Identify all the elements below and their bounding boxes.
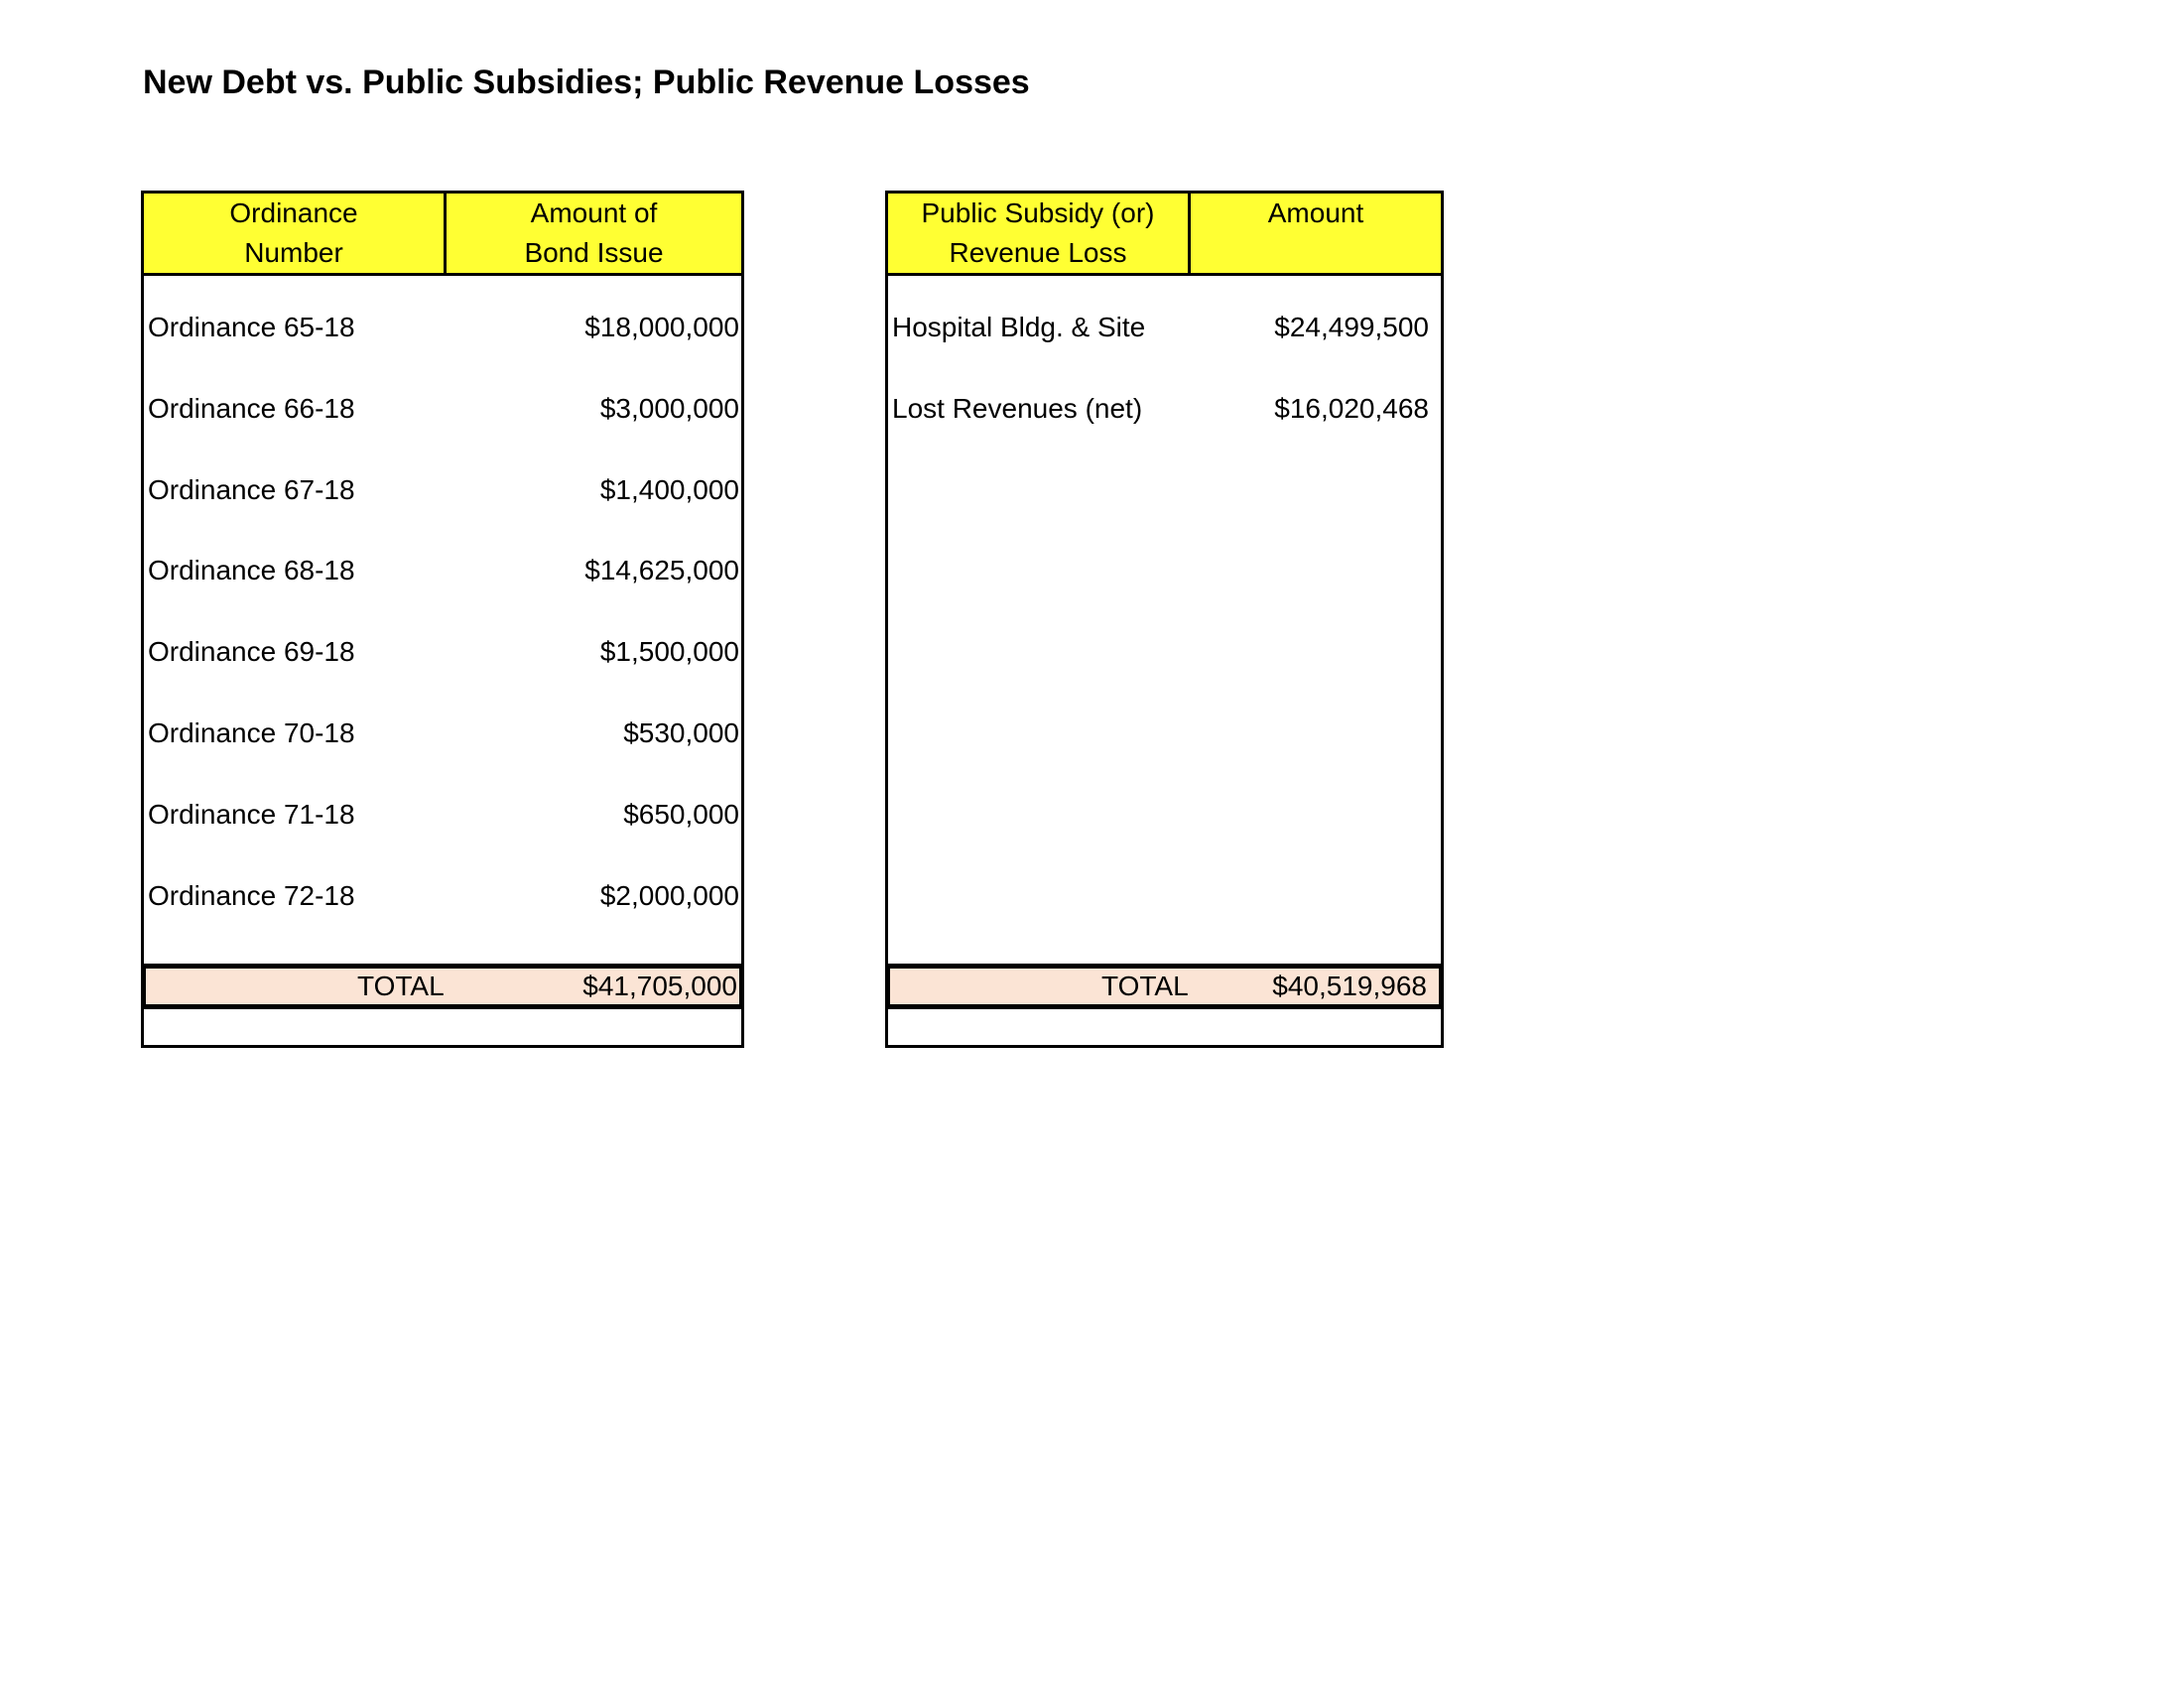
column-header-ordinance-number [144,194,444,273]
total-row [141,964,744,1009]
total-label: TOTAL [357,971,445,1001]
ordinance-label: Ordinance 66-18 [148,392,355,424]
ordinance-label: Ordinance 70-18 [148,716,355,748]
subsidy-label: Lost Revenues (net) [892,392,1143,424]
total-row [885,964,1444,1009]
header-line: Number [244,237,343,268]
header-line: Public Subsidy (or) [921,197,1155,228]
header-line: Revenue Loss [949,237,1127,268]
table-row [144,714,741,795]
subsidy-amount: $24,499,500 [1274,312,1429,342]
header-line: Amount [1267,197,1364,228]
subsidy-table [885,191,1444,1048]
bond-amount: $14,625,000 [584,555,739,586]
bond-amount: $18,000,000 [584,312,739,342]
ordinance-label: Ordinance 67-18 [148,473,355,505]
column-header-bond-amount [444,194,741,273]
table-row [144,389,741,470]
ordinance-label: Ordinance 69-18 [148,636,355,668]
ordinance-label: Ordinance 68-18 [148,555,355,586]
table-row [144,876,741,958]
column-header-subsidy [888,194,1188,273]
column-header-amount [1188,194,1441,273]
total-label: TOTAL [1101,971,1189,1001]
subsidy-amount: $16,020,468 [1274,392,1429,424]
ordinance-label: Ordinance 71-18 [148,798,355,830]
table-row [888,308,1441,389]
table-body [144,308,741,957]
table-body [888,308,1441,470]
ordinance-label: Ordinance 72-18 [148,879,355,911]
table-header [144,194,741,276]
page-title: New Debt vs. Public Subsidies; Public Revenue Losses [143,64,1030,101]
total-amount: $40,519,968 [1272,971,1427,1001]
header-line: Amount of [530,197,658,228]
bond-amount: $650,000 [623,798,739,830]
table-header [888,194,1441,276]
bond-amount: $3,000,000 [599,392,739,424]
bond-issue-table [141,191,744,1048]
header-line: Bond Issue [524,237,664,268]
total-amount: $41,705,000 [582,971,737,1001]
header-line: Ordinance [229,197,358,228]
bond-amount: $2,000,000 [599,879,739,911]
table-row [144,551,741,632]
table-row [888,389,1441,470]
bond-amount: $530,000 [623,716,739,748]
subsidy-label: Hospital Bldg. & Site [892,312,1146,342]
bond-amount: $1,400,000 [599,473,739,505]
table-row [144,470,741,552]
table-row [144,795,741,876]
ordinance-label: Ordinance 65-18 [148,312,355,342]
table-row [144,308,741,389]
table-row [144,632,741,714]
bond-amount: $1,500,000 [599,636,739,668]
